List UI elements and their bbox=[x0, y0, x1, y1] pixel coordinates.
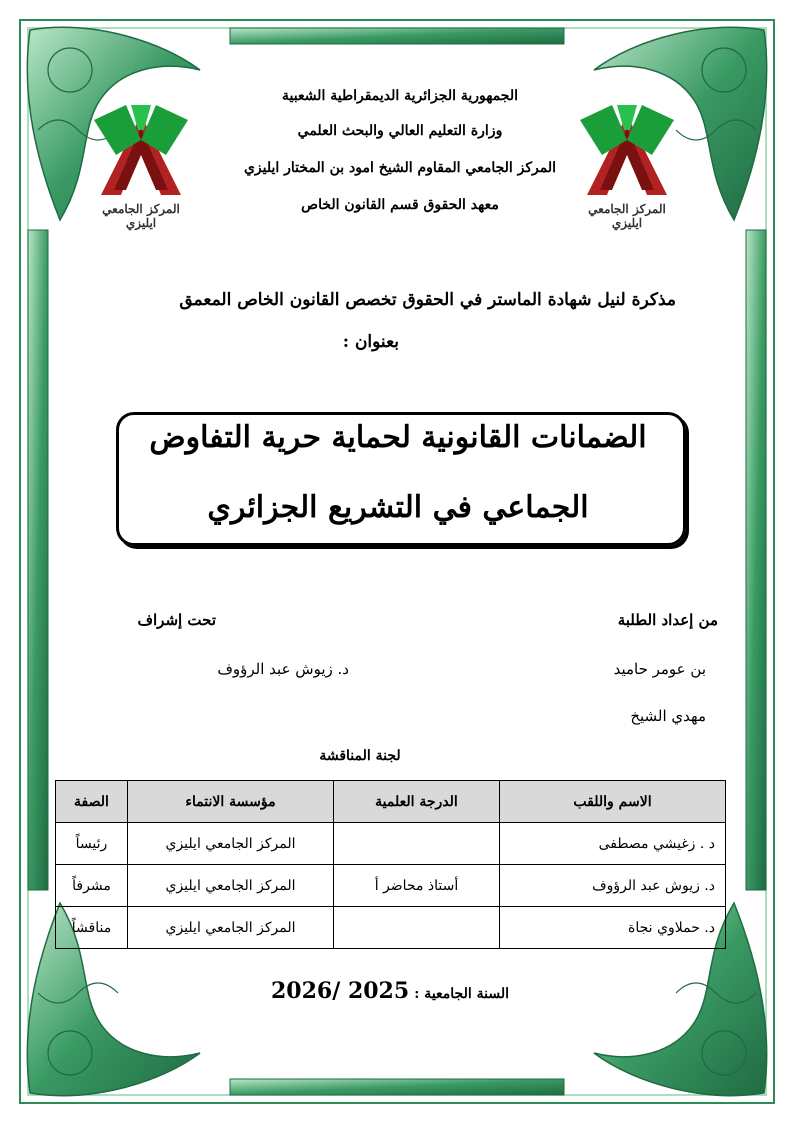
republic-name: الجمهورية الجزائرية الديمقراطية الشعبية bbox=[281, 88, 518, 104]
logo-emblem bbox=[86, 100, 196, 205]
member-institution: المركز الجامعي ايليزي bbox=[128, 823, 334, 865]
column-header-institution: مؤسسة الانتماء bbox=[128, 781, 334, 823]
column-header-role: الصفة bbox=[56, 781, 128, 823]
university-center-name: المركز الجامعي المقاوم الشيخ امود بن المختار ايليزي bbox=[243, 160, 557, 176]
table-header-row bbox=[56, 781, 726, 823]
member-name: د . زغيشي مصطفى bbox=[500, 823, 726, 865]
student-name: بن عومر حاميد bbox=[613, 660, 706, 678]
member-institution: المركز الجامعي ايليزي bbox=[128, 865, 334, 907]
university-logo-left bbox=[86, 100, 196, 230]
logo-caption: المركز الجامعي ايليزي bbox=[102, 202, 180, 230]
member-name: د. حملاوي نجاة bbox=[500, 907, 726, 949]
member-institution: المركز الجامعي ايليزي bbox=[128, 907, 334, 949]
member-grade bbox=[334, 823, 500, 865]
member-grade bbox=[334, 907, 500, 949]
university-logo-right bbox=[572, 100, 682, 230]
table-row bbox=[56, 865, 726, 907]
member-role: مناقشاً bbox=[56, 907, 128, 949]
memo-purpose: مذكرة لنيل شهادة الماستر في الحقوق تخصص القانون الخاص المعمق bbox=[179, 290, 676, 310]
prepared-by-label: من إعداد الطلبة bbox=[617, 611, 718, 629]
member-role: مشرفاً bbox=[56, 865, 128, 907]
column-header-name: الاسم واللقب bbox=[500, 781, 726, 823]
supervision-label: تحت إشراف bbox=[137, 611, 216, 629]
student-name: مهدي الشيخ bbox=[630, 707, 706, 725]
academic-year-value: 2025 /2026 bbox=[271, 978, 410, 1004]
table-row bbox=[56, 907, 726, 949]
member-name: د. زيوش عبد الرؤوف bbox=[500, 865, 726, 907]
logo-caption: المركز الجامعي ايليزي bbox=[588, 202, 666, 230]
member-role: رئيساً bbox=[56, 823, 128, 865]
column-header-grade: الدرجة العلمية bbox=[334, 781, 500, 823]
committee-table bbox=[55, 780, 726, 949]
academic-year bbox=[260, 978, 520, 1004]
table-row bbox=[56, 823, 726, 865]
ministry-name: وزارة التعليم العالي والبحث العلمي bbox=[297, 123, 503, 139]
committee-title: لجنة المناقشة bbox=[319, 748, 401, 764]
member-grade: أستاذ محاضر أ bbox=[334, 865, 500, 907]
institute-name: معهد الحقوق قسم القانون الخاص bbox=[301, 197, 499, 213]
titled-label: بعنوان : bbox=[342, 332, 399, 352]
academic-year-label: السنة الجامعية : bbox=[414, 986, 509, 1002]
logo-emblem bbox=[572, 100, 682, 205]
thesis-title-line2: الجماعي في التشريع الجزائري bbox=[207, 490, 589, 525]
supervisor-name: د. زيوش عبد الرؤوف bbox=[217, 660, 349, 678]
thesis-title-line1: الضمانات القانونية لحماية حرية التفاوض bbox=[149, 420, 647, 455]
